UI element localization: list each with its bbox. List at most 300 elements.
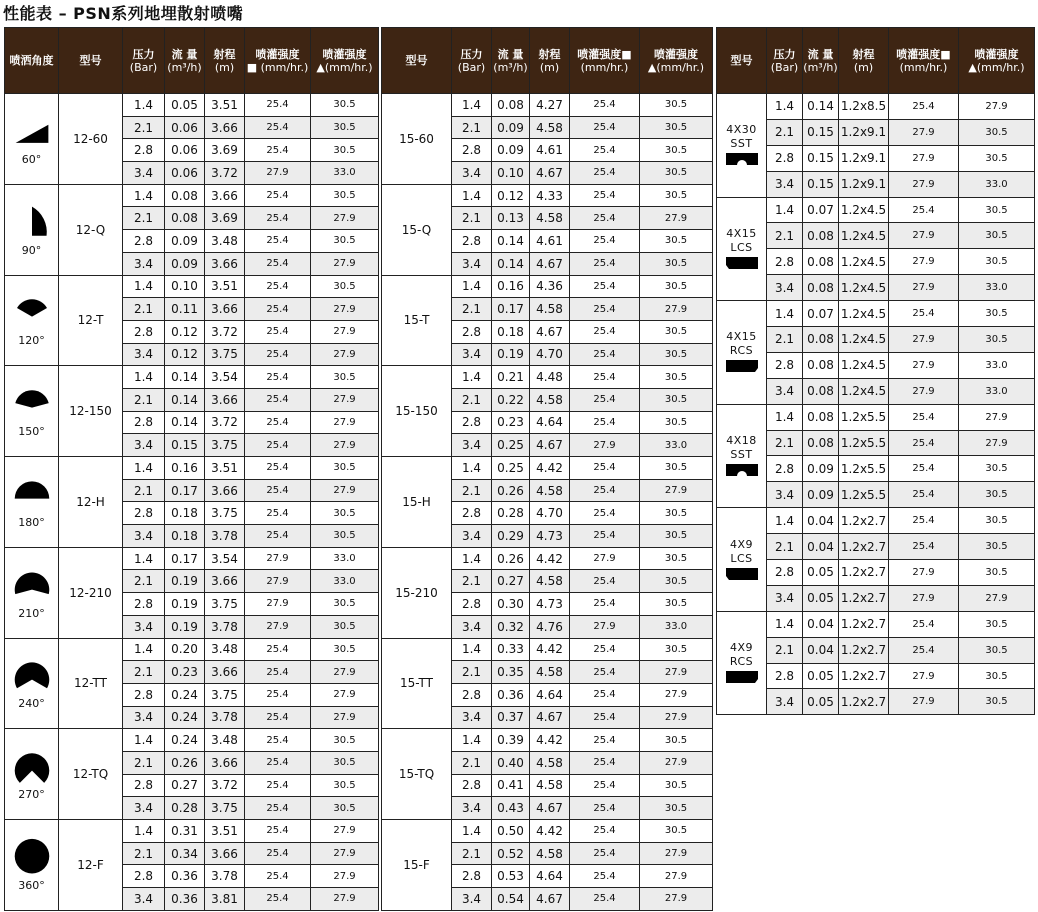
- cell-precip-square: 25.4: [570, 479, 640, 502]
- cell-pressure: 3.4: [767, 275, 803, 301]
- cell-precip-triangle: 30.5: [640, 502, 713, 525]
- model-cell: 15-150: [382, 366, 452, 457]
- cell-range: 4.42: [530, 547, 570, 570]
- cell-precip-square: 25.4: [570, 502, 640, 525]
- cell-precip-triangle: 30.5: [311, 502, 379, 525]
- cell-flow: 0.14: [492, 252, 530, 275]
- cell-pressure: 3.4: [123, 615, 165, 638]
- cell-flow: 0.23: [165, 661, 205, 684]
- cell-flow: 0.13: [492, 207, 530, 230]
- model-type: LCS: [730, 240, 753, 254]
- cell-range: 4.36: [530, 275, 570, 298]
- cell-precip-triangle: 27.9: [640, 751, 713, 774]
- cell-range: 1.2x2.7: [839, 689, 889, 715]
- cell-flow: 0.35: [492, 661, 530, 684]
- model-cell: 12-Q: [59, 184, 123, 275]
- cell-pressure: 1.4: [123, 547, 165, 570]
- cell-pressure: 2.1: [123, 388, 165, 411]
- cell-range: 4.67: [530, 888, 570, 911]
- cell-range: 4.67: [530, 162, 570, 185]
- cell-range: 4.42: [530, 457, 570, 480]
- model-cell: 15-60: [382, 94, 452, 185]
- cell-precip-square: 25.4: [570, 888, 640, 911]
- cell-flow: 0.09: [492, 139, 530, 162]
- cell-range: 3.66: [205, 479, 245, 502]
- model-code: 4X15: [726, 226, 757, 240]
- cell-precip-square: 25.4: [245, 94, 311, 117]
- angle-cell: [5, 820, 59, 911]
- cell-precip-square: 25.4: [245, 683, 311, 706]
- cell-flow: 0.18: [492, 320, 530, 343]
- cell-pressure: 3.4: [123, 343, 165, 366]
- cell-range: 4.48: [530, 366, 570, 389]
- cell-precip-triangle: 27.9: [311, 479, 379, 502]
- model-cell: 12-F: [59, 820, 123, 911]
- cell-precip-triangle: 27.9: [311, 388, 379, 411]
- header-range: 射程 (m): [839, 28, 889, 94]
- cell-precip-square: 27.9: [889, 145, 959, 171]
- cell-range: 3.66: [205, 570, 245, 593]
- cell-pressure: 2.8: [123, 774, 165, 797]
- cell-precip-square: 25.4: [245, 457, 311, 480]
- cell-range: 4.67: [530, 797, 570, 820]
- cell-pressure: 2.1: [452, 661, 492, 684]
- sst-profile-icon: [717, 151, 766, 167]
- header-model: 型号: [59, 28, 123, 94]
- table-row: [5, 275, 379, 298]
- cell-range: 3.72: [205, 162, 245, 185]
- model-cell: 12-H: [59, 457, 123, 548]
- cell-precip-triangle: 30.5: [959, 663, 1035, 689]
- cell-precip-square: 25.4: [570, 774, 640, 797]
- angle-label: 210°: [18, 606, 45, 620]
- cell-flow: 0.40: [492, 751, 530, 774]
- cell-precip-triangle: 33.0: [959, 275, 1035, 301]
- cell-precip-square: 25.4: [570, 570, 640, 593]
- cell-flow: 0.41: [492, 774, 530, 797]
- cell-flow: 0.54: [492, 888, 530, 911]
- cell-range: 4.64: [530, 683, 570, 706]
- cell-precip-triangle: 27.9: [311, 706, 379, 729]
- cell-precip-triangle: 30.5: [959, 508, 1035, 534]
- cell-range: 4.67: [530, 252, 570, 275]
- cell-precip-triangle: 33.0: [311, 570, 379, 593]
- cell-precip-triangle: 30.5: [640, 547, 713, 570]
- cell-range: 3.66: [205, 751, 245, 774]
- cell-pressure: 2.1: [123, 116, 165, 139]
- cell-range: 4.58: [530, 774, 570, 797]
- cell-precip-triangle: 27.9: [959, 585, 1035, 611]
- cell-precip-square: 25.4: [570, 230, 640, 253]
- model-type: SST: [730, 137, 753, 151]
- cell-precip-square: 25.4: [570, 661, 640, 684]
- cell-flow: 0.23: [492, 411, 530, 434]
- cell-pressure: 2.8: [123, 593, 165, 616]
- cell-flow: 0.08: [803, 275, 839, 301]
- cell-flow: 0.04: [803, 508, 839, 534]
- cell-precip-square: 25.4: [570, 320, 640, 343]
- table-row: [5, 820, 379, 843]
- cell-flow: 0.05: [803, 663, 839, 689]
- angle-shape-icon: [5, 384, 58, 438]
- cell-flow: 0.06: [165, 139, 205, 162]
- model-cell: [717, 301, 767, 405]
- cell-precip-triangle: 30.5: [640, 230, 713, 253]
- cell-pressure: 2.1: [452, 570, 492, 593]
- angle-cell: [5, 94, 59, 185]
- cell-precip-square: 25.4: [570, 457, 640, 480]
- cell-precip-triangle: 27.9: [311, 661, 379, 684]
- cell-range: 3.66: [205, 116, 245, 139]
- page-title: 性能表 – PSN系列地埋散射喷嘴: [3, 4, 244, 23]
- cell-precip-square: 25.4: [570, 638, 640, 661]
- cell-precip-triangle: 27.9: [959, 404, 1035, 430]
- cell-precip-triangle: 27.9: [640, 706, 713, 729]
- table-row: [717, 197, 1035, 223]
- cell-flow: 0.18: [165, 525, 205, 548]
- cell-pressure: 2.1: [123, 207, 165, 230]
- angle-shape-icon: [5, 656, 58, 710]
- table-row: [382, 457, 713, 480]
- cell-range: 1.2x2.7: [839, 560, 889, 586]
- cell-precip-square: 25.4: [570, 343, 640, 366]
- cell-range: 1.2x5.5: [839, 404, 889, 430]
- model-cell: 12-210: [59, 547, 123, 638]
- cell-flow: 0.14: [165, 366, 205, 389]
- cell-flow: 0.18: [165, 502, 205, 525]
- sst-profile-icon: [717, 462, 766, 478]
- cell-flow: 0.09: [803, 482, 839, 508]
- cell-range: 1.2x5.5: [839, 482, 889, 508]
- cell-pressure: 1.4: [452, 729, 492, 752]
- cell-range: 3.81: [205, 888, 245, 911]
- cell-precip-square: 27.9: [245, 162, 311, 185]
- cell-pressure: 3.4: [452, 162, 492, 185]
- model-cell: [717, 94, 767, 198]
- model-code: 4X30: [726, 123, 757, 137]
- cell-pressure: 3.4: [767, 482, 803, 508]
- cell-precip-triangle: 27.9: [640, 298, 713, 321]
- cell-precip-square: 25.4: [570, 797, 640, 820]
- angle-label: 270°: [18, 788, 45, 802]
- cell-precip-square: 25.4: [889, 301, 959, 327]
- cell-precip-square: 25.4: [245, 116, 311, 139]
- cell-precip-square: 25.4: [245, 139, 311, 162]
- cell-range: 1.2x5.5: [839, 456, 889, 482]
- cell-precip-square: 25.4: [245, 320, 311, 343]
- cell-precip-square: 27.9: [889, 275, 959, 301]
- model-cell: 15-TQ: [382, 729, 452, 820]
- cell-flow: 0.08: [803, 223, 839, 249]
- cell-flow: 0.17: [165, 479, 205, 502]
- cell-precip-triangle: 33.0: [640, 434, 713, 457]
- table-row: [717, 94, 1035, 120]
- cell-precip-square: 25.4: [570, 865, 640, 888]
- cell-pressure: 2.8: [452, 683, 492, 706]
- cell-range: 1.2x9.1: [839, 145, 889, 171]
- cell-pressure: 1.4: [452, 638, 492, 661]
- cell-flow: 0.14: [492, 230, 530, 253]
- cell-precip-square: 27.9: [570, 547, 640, 570]
- cell-precip-square: 27.9: [245, 570, 311, 593]
- cell-range: 4.73: [530, 593, 570, 616]
- cell-flow: 0.06: [165, 162, 205, 185]
- cell-precip-triangle: 30.5: [959, 223, 1035, 249]
- cell-precip-triangle: 33.0: [959, 171, 1035, 197]
- angle-label: 150°: [18, 425, 45, 439]
- cell-precip-triangle: 27.9: [311, 865, 379, 888]
- cell-precip-triangle: 30.5: [640, 116, 713, 139]
- cell-pressure: 1.4: [452, 184, 492, 207]
- cell-range: 4.33: [530, 184, 570, 207]
- cell-range: 3.69: [205, 207, 245, 230]
- cell-range: 3.75: [205, 797, 245, 820]
- cell-flow: 0.05: [803, 585, 839, 611]
- cell-precip-triangle: 30.5: [640, 729, 713, 752]
- cell-flow: 0.27: [165, 774, 205, 797]
- cell-range: 3.75: [205, 343, 245, 366]
- model-type: SST: [730, 447, 753, 461]
- cell-flow: 0.08: [803, 352, 839, 378]
- cell-precip-triangle: 27.9: [640, 479, 713, 502]
- cell-pressure: 1.4: [123, 366, 165, 389]
- cell-range: 1.2x4.5: [839, 301, 889, 327]
- model-code: 4X9: [729, 641, 754, 655]
- cell-precip-triangle: 27.9: [640, 683, 713, 706]
- cell-precip-triangle: 30.5: [640, 388, 713, 411]
- cell-pressure: 2.1: [452, 388, 492, 411]
- cell-flow: 0.15: [165, 434, 205, 457]
- cell-range: 4.70: [530, 343, 570, 366]
- cell-precip-square: 25.4: [245, 842, 311, 865]
- cell-pressure: 2.8: [767, 560, 803, 586]
- cell-precip-triangle: 30.5: [640, 570, 713, 593]
- cell-precip-triangle: 27.9: [311, 320, 379, 343]
- cell-precip-triangle: 27.9: [311, 298, 379, 321]
- cell-flow: 0.19: [165, 615, 205, 638]
- header-range: 射程 (m): [205, 28, 245, 94]
- cell-precip-triangle: 30.5: [311, 797, 379, 820]
- cell-flow: 0.14: [165, 388, 205, 411]
- cell-precip-square: 25.4: [889, 534, 959, 560]
- cell-range: 3.48: [205, 729, 245, 752]
- cell-precip-triangle: 27.9: [959, 430, 1035, 456]
- cell-precip-triangle: 30.5: [959, 534, 1035, 560]
- cell-precip-square: 25.4: [570, 751, 640, 774]
- cell-pressure: 3.4: [123, 888, 165, 911]
- cell-range: 1.2x4.5: [839, 275, 889, 301]
- angle-cell: [5, 366, 59, 457]
- cell-pressure: 1.4: [767, 301, 803, 327]
- angle-label: 120°: [18, 334, 45, 348]
- cell-pressure: 2.1: [123, 751, 165, 774]
- cell-pressure: 1.4: [123, 275, 165, 298]
- table-row: [5, 457, 379, 480]
- cell-range: 4.61: [530, 139, 570, 162]
- cell-flow: 0.17: [165, 547, 205, 570]
- cell-range: 3.66: [205, 388, 245, 411]
- cell-precip-triangle: 27.9: [959, 94, 1035, 120]
- cell-precip-triangle: 30.5: [959, 301, 1035, 327]
- angle-shape-icon: [5, 838, 58, 892]
- header-precip-square: 喷灌强度 ■ (mm/hr.): [245, 28, 311, 94]
- cell-precip-square: 25.4: [570, 139, 640, 162]
- cell-precip-square: 25.4: [570, 252, 640, 275]
- cell-precip-square: 25.4: [570, 593, 640, 616]
- cell-precip-square: 25.4: [889, 94, 959, 120]
- header-model: 型号: [717, 28, 767, 94]
- cell-pressure: 3.4: [452, 434, 492, 457]
- cell-precip-square: 25.4: [245, 207, 311, 230]
- cell-pressure: 1.4: [123, 457, 165, 480]
- cell-range: 3.48: [205, 230, 245, 253]
- cell-precip-triangle: 30.5: [311, 116, 379, 139]
- model-code: 4X9: [729, 537, 754, 551]
- header-pressure: 压力 (Bar): [767, 28, 803, 94]
- cell-range: 3.75: [205, 434, 245, 457]
- cell-flow: 0.24: [165, 729, 205, 752]
- cell-precip-triangle: 33.0: [311, 547, 379, 570]
- cell-flow: 0.17: [492, 298, 530, 321]
- cell-precip-square: 27.9: [889, 585, 959, 611]
- cell-range: 3.66: [205, 184, 245, 207]
- cell-precip-triangle: 27.9: [640, 207, 713, 230]
- cell-range: 3.78: [205, 865, 245, 888]
- cell-precip-triangle: 30.5: [959, 689, 1035, 715]
- cell-range: 3.72: [205, 320, 245, 343]
- cell-range: 3.48: [205, 638, 245, 661]
- cell-range: 1.2x5.5: [839, 430, 889, 456]
- cell-range: 1.2x9.1: [839, 171, 889, 197]
- cell-precip-triangle: 27.9: [311, 411, 379, 434]
- header-model: 型号: [382, 28, 452, 94]
- cell-range: 4.61: [530, 230, 570, 253]
- cell-pressure: 2.8: [123, 865, 165, 888]
- cell-range: 3.75: [205, 593, 245, 616]
- cell-pressure: 3.4: [123, 525, 165, 548]
- cell-range: 3.54: [205, 547, 245, 570]
- angle-shape-icon: [5, 203, 58, 257]
- model-cell: 15-TT: [382, 638, 452, 729]
- angle-cell: [5, 638, 59, 729]
- cell-pressure: 1.4: [452, 820, 492, 843]
- cell-precip-triangle: 30.5: [311, 751, 379, 774]
- model-cell: [717, 508, 767, 612]
- cell-range: 1.2x2.7: [839, 508, 889, 534]
- cell-pressure: 1.4: [767, 508, 803, 534]
- cell-pressure: 3.4: [767, 378, 803, 404]
- cell-flow: 0.15: [803, 145, 839, 171]
- cell-flow: 0.26: [492, 547, 530, 570]
- cell-flow: 0.28: [492, 502, 530, 525]
- cell-flow: 0.15: [803, 171, 839, 197]
- cell-precip-square: 25.4: [245, 865, 311, 888]
- cell-pressure: 3.4: [767, 689, 803, 715]
- cell-range: 4.58: [530, 842, 570, 865]
- cell-range: 1.2x2.7: [839, 663, 889, 689]
- cell-precip-square: 25.4: [245, 230, 311, 253]
- cell-pressure: 2.8: [123, 502, 165, 525]
- cell-pressure: 2.8: [452, 865, 492, 888]
- cell-precip-square: 25.4: [245, 525, 311, 548]
- cell-flow: 0.36: [492, 683, 530, 706]
- cell-range: 4.42: [530, 820, 570, 843]
- cell-precip-square: 25.4: [245, 729, 311, 752]
- cell-range: 3.51: [205, 457, 245, 480]
- cell-precip-square: 25.4: [570, 162, 640, 185]
- cell-pressure: 1.4: [452, 457, 492, 480]
- cell-pressure: 3.4: [452, 252, 492, 275]
- cell-pressure: 1.4: [767, 94, 803, 120]
- angle-shape-icon: [5, 112, 58, 166]
- cell-range: 4.42: [530, 638, 570, 661]
- table-row: [382, 820, 713, 843]
- angle-cell: [5, 184, 59, 275]
- angle-label: 180°: [18, 515, 45, 529]
- cell-precip-square: 25.4: [245, 479, 311, 502]
- cell-precip-square: 25.4: [245, 343, 311, 366]
- cell-precip-square: 25.4: [570, 94, 640, 117]
- cell-flow: 0.04: [803, 611, 839, 637]
- model-cell: 15-T: [382, 275, 452, 366]
- middle-performance-table: [381, 27, 713, 911]
- cell-flow: 0.08: [803, 430, 839, 456]
- cell-pressure: 2.1: [452, 751, 492, 774]
- cell-pressure: 2.1: [767, 223, 803, 249]
- cell-flow: 0.08: [803, 249, 839, 275]
- cell-precip-square: 25.4: [245, 434, 311, 457]
- cell-range: 3.54: [205, 366, 245, 389]
- cell-pressure: 2.1: [123, 479, 165, 502]
- cell-flow: 0.09: [165, 252, 205, 275]
- cell-flow: 0.33: [492, 638, 530, 661]
- cell-precip-triangle: 30.5: [640, 820, 713, 843]
- angle-cell: [5, 275, 59, 366]
- table-row: [5, 94, 379, 117]
- cell-precip-square: 25.4: [570, 116, 640, 139]
- cell-precip-square: 27.9: [245, 593, 311, 616]
- cell-flow: 0.16: [165, 457, 205, 480]
- cell-precip-triangle: 30.5: [640, 139, 713, 162]
- cell-precip-square: 27.9: [889, 663, 959, 689]
- cell-precip-triangle: 30.5: [311, 457, 379, 480]
- cell-pressure: 2.8: [452, 411, 492, 434]
- cell-range: 4.76: [530, 615, 570, 638]
- cell-pressure: 1.4: [123, 820, 165, 843]
- cell-precip-triangle: 30.5: [959, 249, 1035, 275]
- cell-pressure: 3.4: [452, 706, 492, 729]
- model-type: RCS: [729, 655, 754, 669]
- cell-flow: 0.37: [492, 706, 530, 729]
- cell-pressure: 2.1: [767, 327, 803, 353]
- cell-range: 4.67: [530, 706, 570, 729]
- cell-pressure: 3.4: [452, 343, 492, 366]
- cell-pressure: 2.8: [452, 502, 492, 525]
- angle-cell: [5, 729, 59, 820]
- cell-range: 1.2x8.5: [839, 94, 889, 120]
- cell-flow: 0.19: [165, 593, 205, 616]
- cell-flow: 0.25: [492, 434, 530, 457]
- cell-flow: 0.22: [492, 388, 530, 411]
- cell-pressure: 3.4: [452, 888, 492, 911]
- table-row: [5, 366, 379, 389]
- cell-pressure: 2.1: [452, 842, 492, 865]
- cell-precip-square: 25.4: [889, 637, 959, 663]
- table-row: [382, 366, 713, 389]
- cell-precip-triangle: 30.5: [311, 184, 379, 207]
- cell-pressure: 3.4: [123, 797, 165, 820]
- header-precip-square: 喷灌强度■ (mm/hr.): [570, 28, 640, 94]
